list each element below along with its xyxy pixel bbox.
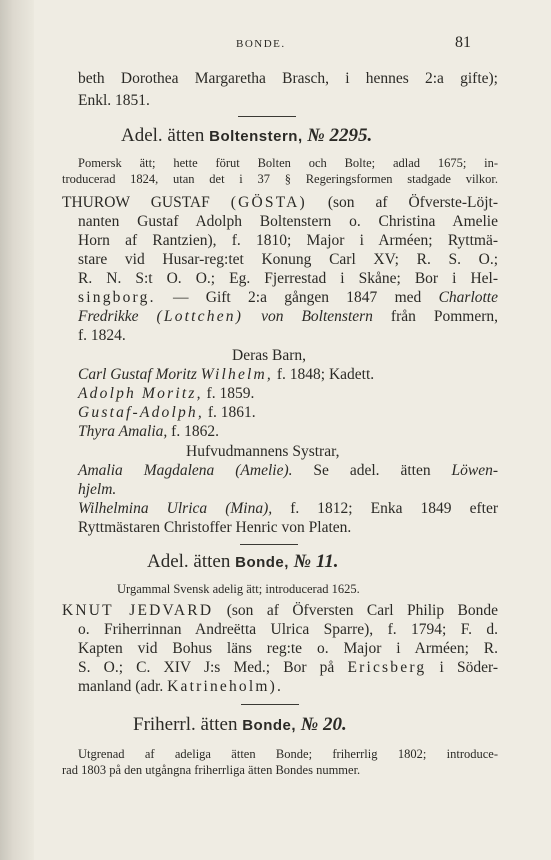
text-segment: f. 1848; Kadett. [276, 366, 375, 383]
spouse-name: Charlotte [438, 289, 498, 306]
family-reference: Löwen- [451, 462, 499, 479]
child-entry [78, 385, 498, 403]
person-nickname: (GÖSTA) [230, 194, 307, 211]
text-segment: i Söder- [439, 659, 498, 676]
child-entry [78, 366, 498, 384]
text-line [78, 500, 498, 518]
section-heading-bonde-friherrl [133, 716, 347, 735]
child-name: Gustaf-Adolph, [78, 404, 204, 421]
family-number: № 11. [293, 551, 339, 572]
heading-prefix: Adel. ätten [121, 125, 205, 146]
family-number: № 2295. [307, 125, 373, 146]
text-segment: f. 1812; Enka 1849 efter [290, 500, 498, 517]
text-segment: f. 1861. [207, 404, 256, 421]
text-line: Ryttmästaren Christoffer Henric von Platen. [78, 519, 352, 536]
heading-prefix: Adel. ätten [147, 551, 231, 572]
child-name: Thyra Amalia, [78, 423, 168, 440]
text-segment: f. 1862. [171, 423, 219, 440]
text-segment: från Pommern, [390, 308, 498, 325]
page-number: 81 [455, 34, 471, 51]
spouse-nickname: (Lottchen) [156, 308, 244, 325]
section-heading-bonde-adel [147, 553, 339, 572]
place-name: Katrineholm). [167, 678, 284, 695]
child-entry [78, 423, 498, 441]
person-name: THUROW GUSTAF [62, 194, 210, 211]
text-line: o. Friherrinnan Andreëtta Ulrica Sparre), f. 1794; F. d. [78, 621, 498, 638]
text-line [78, 462, 498, 480]
text-segment: (son af Öfverste-Löjt- [327, 194, 499, 211]
text-line: rad 1803 på den utgångna friherrliga ätten Bondes nummer. [62, 763, 361, 777]
text-line: nanten Gustaf Adolph Boltenstern o. Christina Amelie [78, 213, 498, 230]
family-number: № 20. [300, 714, 347, 735]
family-name: Bonde, [235, 554, 289, 571]
child-name: Carl Gustaf Moritz [78, 366, 197, 383]
text-line: troducerad 1824, utan det i 37 § Regeringsformen stadgade vilkor. [62, 172, 498, 186]
section-divider [238, 116, 296, 117]
text-segment: — Gift 2:a gången 1847 med [172, 289, 422, 306]
text-line: f. 1824. [78, 327, 126, 344]
child-name: Adolph Moritz, [78, 385, 203, 402]
text-line [78, 659, 498, 677]
text-segment: manland (adr. [78, 678, 164, 695]
text-line [78, 289, 498, 307]
text-line: stare vid Husar-reg:tet Konung Carl XV; R. S. O.; [78, 251, 498, 268]
section-divider [241, 704, 299, 705]
running-head: BONDE. [236, 38, 286, 50]
family-name: Bonde, [242, 717, 297, 734]
sister-name: Wilhelmina Ulrica [78, 500, 208, 517]
child-name-spaced: Wilhelm, [200, 366, 274, 383]
text-line: R. N. S:t O. O.; Eg. Fjerrestad i Skåne; Bor i Hel- [78, 270, 498, 287]
sister-name: Amalia Magdalena [78, 462, 215, 479]
subheading-sisters: Hufvudmannens Systrar, [186, 443, 340, 460]
place-name: Ericsberg [347, 659, 427, 676]
text-line: Urgammal Svensk adelig ätt; introducerad 1625. [117, 582, 360, 596]
person-name: KNUT JEDVARD [62, 602, 214, 619]
place-name: singborg. [78, 289, 156, 306]
page-gutter [0, 0, 34, 860]
sister-nickname: (Mina), [225, 500, 273, 517]
text-line: Enkl. 1851. [78, 92, 150, 109]
child-entry [78, 404, 498, 422]
spouse-surname: von Boltenstern [261, 308, 373, 325]
text-segment: S. O.; C. XIV J:s Med.; Bor på [78, 659, 335, 676]
spouse-name: Fredrikke [78, 308, 139, 325]
heading-prefix: Friherrl. ätten [133, 714, 238, 735]
text-segment: Se adel. ätten [313, 462, 431, 479]
section-divider [240, 544, 298, 545]
text-line [62, 602, 498, 620]
text-line [62, 194, 498, 212]
text-line: hjelm. [78, 481, 117, 498]
subheading-children: Deras Barn, [232, 347, 307, 364]
text-line: Kapten vid Bohus läns reg:te o. Major i Arméen; R. [78, 640, 498, 657]
text-line: Pomersk ätt; hette förut Bolten och Bolte; adlad 1675; in- [78, 156, 498, 170]
sister-nickname: (Amelie). [235, 462, 293, 479]
text-segment: (son af Öfversten Carl Philip Bonde [226, 602, 499, 619]
text-segment: f. 1859. [206, 385, 255, 402]
text-line [78, 678, 498, 696]
text-line: Horn af Rantzien), f. 1810; Major i Arméen; Ryttmä- [78, 232, 498, 249]
text-line [78, 308, 498, 326]
family-name: Boltenstern, [209, 128, 303, 145]
text-line: beth Dorothea Margaretha Brasch, i hennes 2:a gifte); [78, 70, 498, 87]
text-line: Utgrenad af adeliga ätten Bonde; friherrlig 1802; introduce- [78, 747, 498, 761]
section-heading-boltenstern [121, 127, 372, 146]
